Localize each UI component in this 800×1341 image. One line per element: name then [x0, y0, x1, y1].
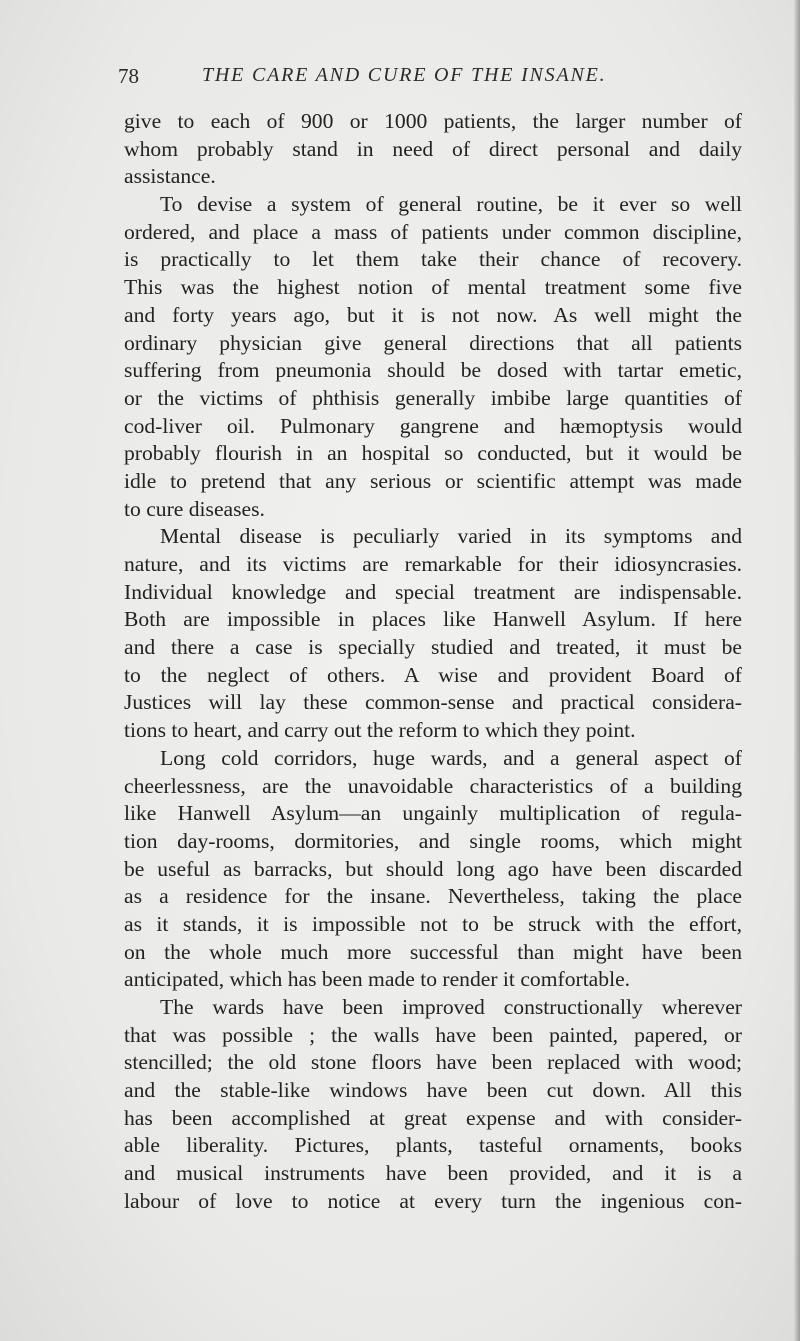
text-line: is practically to let them take their chance of recovery.	[124, 247, 742, 272]
text-line: Mental disease is peculiarly varied in its symptoms and	[160, 524, 742, 549]
text-line: and musical instruments have been provided, and it is a	[124, 1161, 742, 1186]
text-line: stencilled; the old stone floors have been replaced with wood;	[124, 1050, 742, 1075]
text-line: tions to heart, and carry out the reform to which they point.	[124, 718, 636, 743]
text-line: ordered, and place a mass of patients under common discipline,	[124, 219, 742, 244]
text-line: ordinary physician give general directions that all patients	[124, 330, 742, 355]
text-line: give to each of 900 or 1000 patients, the larger number of	[124, 109, 742, 133]
text-line: assistance.	[124, 164, 216, 189]
text-line: whom probably stand in need of direct personal and daily	[124, 136, 742, 161]
text-line: able liberality. Pictures, plants, tasteful ornaments, books	[124, 1133, 742, 1158]
text-line: anticipated, which has been made to render it comfortable.	[124, 967, 631, 992]
paragraph	[124, 108, 742, 191]
page-number: 78	[118, 64, 139, 88]
text-line: to the neglect of others. A wise and provident Board of	[124, 662, 742, 687]
text-line: cheerlessness, are the unavoidable characteristics of a building	[124, 773, 742, 798]
text-line: and there a case is specially studied and treated, it must be	[124, 635, 742, 660]
text-line: cod-liver oil. Pulmonary gangrene and hæmoptysis would	[124, 413, 742, 438]
text-line: probably flourish in an hospital so conducted, but it would be	[124, 441, 742, 466]
text-line: nature, and its victims are remarkable for their idiosyncrasies.	[124, 552, 742, 576]
text-line: and forty years ago, but it is not now. As well might the	[124, 302, 742, 327]
text-line: or the victims of phthisis generally imbibe large quantities of	[124, 385, 742, 410]
text-line: suffering from pneumonia should be dosed with tartar emetic,	[124, 358, 742, 383]
text-line: To devise a system of general routine, be it ever so well	[160, 192, 742, 217]
text-line: as a residence for the insane. Nevertheless, taking the place	[124, 884, 742, 909]
text-line: that was possible ; the walls have been painted, papered, or	[124, 1022, 742, 1047]
text-line: labour of love to notice at every turn the ingenious con-	[124, 1188, 742, 1213]
text-line: to cure diseases.	[124, 496, 265, 521]
paragraph	[124, 994, 742, 1216]
text-line: as it stands, it is impossible not to be struck with the effort,	[124, 911, 742, 936]
text-line: Long cold corridors, huge wards, and a general aspect of	[160, 745, 742, 770]
text-line: on the whole much more successful than might have been	[124, 939, 742, 964]
text-line: and the stable-like windows have been cut down. All this	[124, 1078, 742, 1103]
page-edge-shadow	[794, 0, 800, 1341]
text-line: like Hanwell Asylum—an ungainly multiplication of regula-	[124, 801, 742, 826]
text-line: be useful as barracks, but should long ago have been discarded	[124, 856, 742, 881]
paragraph	[124, 191, 742, 523]
text-line: This was the highest notion of mental treatment some five	[124, 275, 742, 300]
text-line: The wards have been improved constructionally wherever	[160, 995, 742, 1019]
body-text	[124, 108, 742, 1216]
page-header	[118, 64, 678, 94]
text-line: idle to pretend that any serious or scientific attempt was made	[124, 468, 742, 493]
paragraph	[124, 745, 742, 994]
text-line: Individual knowledge and special treatment are indispensable.	[124, 579, 742, 604]
text-line: Both are impossible in places like Hanwell Asylum. If here	[124, 607, 742, 632]
text-line: tion day-rooms, dormitories, and single rooms, which might	[124, 828, 742, 853]
running-head: THE CARE AND CURE OF THE INSANE.	[202, 64, 607, 86]
text-line: Justices will lay these common-sense and practical considera-	[124, 690, 742, 715]
text-line: has been accomplished at great expense and with consider-	[124, 1105, 742, 1130]
paragraph	[124, 523, 742, 745]
